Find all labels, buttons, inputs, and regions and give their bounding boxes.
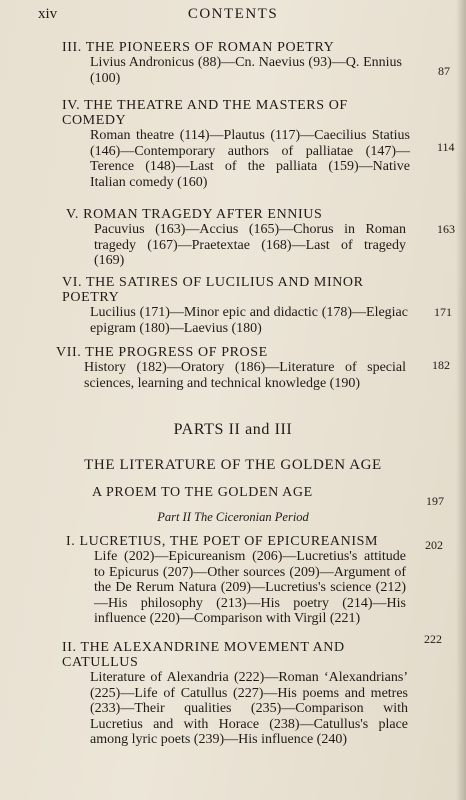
page-number: 163 (437, 222, 455, 236)
chapter-title: THE ALEXANDRINE MOVEMENT AND CATULLUS (62, 640, 345, 670)
chapter-number: III. (62, 40, 82, 55)
toc-entry-i (66, 534, 406, 627)
page-edge-shadow (456, 0, 466, 800)
toc-entry-ii (62, 640, 408, 748)
page-folio: xiv (38, 6, 58, 22)
running-title: CONTENTS (187, 6, 279, 22)
chapter-title: THE THEATRE AND THE MASTERS OF COMEDY (62, 98, 348, 128)
page-number: 197 (426, 494, 444, 508)
chapter-heading (62, 275, 408, 305)
proem-heading: A PROEM TO THE GOLDEN AGE (92, 485, 313, 500)
page-number: 202 (425, 538, 443, 552)
chapter-heading (66, 207, 406, 222)
chapter-number: VI. (62, 275, 83, 290)
chapter-contents: Life (202)—Epicureanism (206)—Lucretius's attitude to Epicurus (207)—Other sources (209)—Argument of the De Rerum Natura (209)—Lucretius's science (212)—His philosophy (213)—His poetry (214)—His influence (220)—Comparison with Virgil (221) (94, 549, 406, 626)
chapter-title: THE PROGRESS OF PROSE (85, 345, 268, 360)
chapter-heading (66, 534, 406, 549)
chapter-contents: Pacuvius (163)—Accius (165)—Chorus in Roman tragedy (167)—Praetextae (168)—Last of tragedy (169) (94, 222, 406, 268)
page-number: 114 (437, 140, 455, 154)
chapter-number: I. (66, 534, 76, 549)
period-heading: Part II The Ciceronian Period (157, 510, 309, 524)
toc-entry-vii (56, 345, 406, 391)
page-number: 222 (424, 632, 442, 646)
chapter-title: THE SATIRES OF LUCILIUS AND MINOR POETRY (62, 275, 364, 305)
chapter-number: IV. (62, 98, 81, 113)
chapter-number: II. (62, 640, 77, 655)
page-number: 182 (432, 358, 450, 372)
chapter-contents: History (182)—Oratory (186)—Literature of special sciences, learning and technical knowledge (190) (84, 360, 406, 391)
toc-entry-v (66, 207, 406, 269)
toc-entry-vi (62, 275, 408, 336)
chapter-number: VII. (56, 345, 82, 360)
running-header (38, 6, 428, 24)
chapter-contents: Literature of Alexandria (222)—Roman ‘Alexandrians’ (225)—Life of Catullus (227)—His poems and metres (233)—Their qualities (235)—Comparison with Lucretius and with Horace (238)—Catullus's place among lyric poets (239)—His influence (240) (90, 670, 408, 747)
chapter-title: THE PIONEERS OF ROMAN POETRY (85, 40, 335, 55)
toc-entry-iv (62, 98, 410, 190)
chapter-heading (62, 40, 402, 55)
golden-age-heading: THE LITERATURE OF THE GOLDEN AGE (84, 457, 382, 473)
page-number: 87 (438, 64, 450, 78)
chapter-heading (56, 345, 406, 360)
toc-entry-iii (62, 40, 402, 86)
chapter-heading (62, 98, 410, 128)
chapter-heading (62, 640, 408, 670)
chapter-title: LUCRETIUS, THE POET OF EPICUREANISM (79, 534, 379, 549)
chapter-contents: Lucilius (171)—Minor epic and didactic (178)—Elegiac epigram (180)—Laevius (180) (90, 305, 408, 336)
page-number: 171 (434, 305, 452, 319)
chapter-contents: Roman theatre (114)—Plautus (117)—Caecilius Statius (146)—Contemporary authors of palliatae (147)—Terence (148)—Last of the palliata (159)—Native Italian comedy (160) (90, 128, 410, 190)
chapter-number: V. (66, 207, 80, 222)
parts-heading: PARTS II and III (173, 421, 293, 438)
chapter-contents: Livius Andronicus (88)—Cn. Naevius (93)—Q. Ennius (100) (90, 55, 402, 86)
chapter-title: ROMAN TRAGEDY AFTER ENNIUS (83, 207, 323, 222)
